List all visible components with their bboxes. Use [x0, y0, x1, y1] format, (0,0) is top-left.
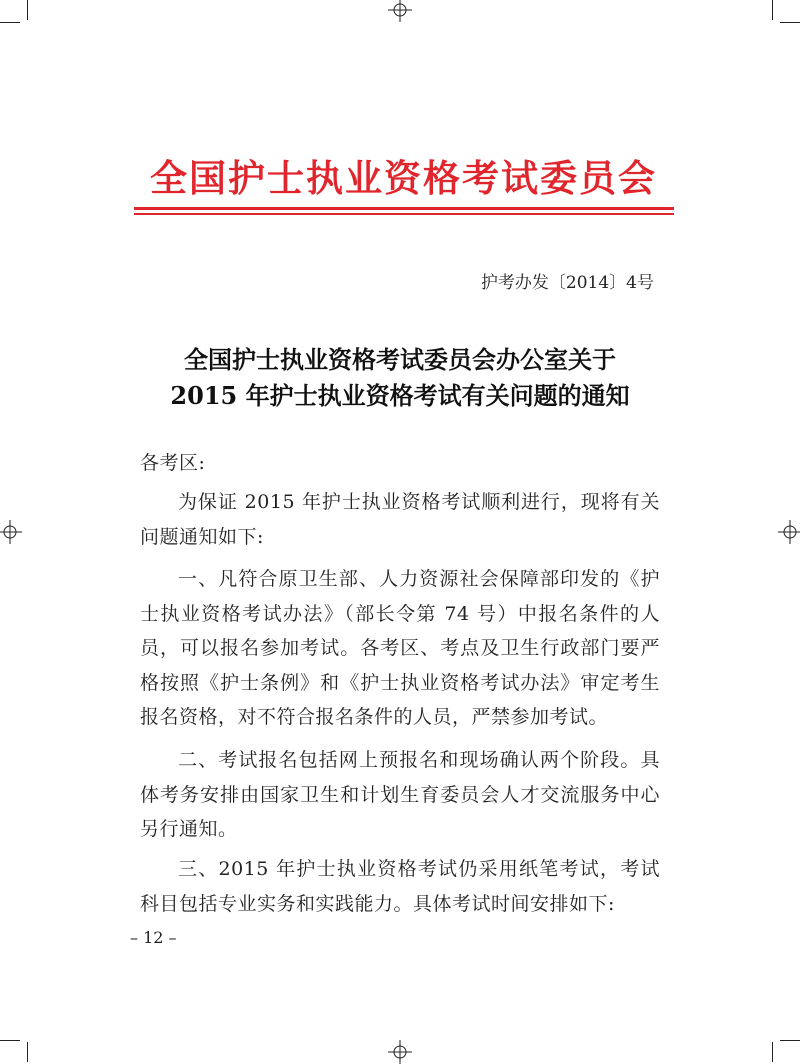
issuing-organization-header: 全国护士执业资格考试委员会	[150, 156, 657, 200]
document-title-line-1: 全国护士执业资格考试委员会办公室关于	[184, 345, 616, 374]
paragraph-item-1: 一、凡符合原卫生部、人力资源社会保障部印发的《护士执业资格考试办法》（部长令第 74 号）中报名条件的人员，可以报名参加考试。各考区、考点及卫生行政部门要严格按照《护士条例》和《护士执业资格考试办法》审定考生报名资格，对不符合报名条件的人员，严禁参加考试。	[140, 568, 660, 728]
paragraph-item-2: 二、考试报名包括网上预报名和现场确认两个阶段。具体考务安排由国家卫生和计划生育委员会人才交流服务中心另行通知。	[140, 749, 660, 840]
registration-mark-top	[388, 0, 412, 22]
page-number: – 12 –	[130, 928, 177, 947]
paragraph-item-3: 三、2015 年护士执业资格考试仍采用纸笔考试，考试科目包括专业实务和实践能力。具体考试时间安排如下:	[140, 858, 660, 915]
registration-mark-left	[0, 520, 22, 544]
document-title-line-2: 2015 年护士执业资格考试有关问题的通知	[170, 381, 630, 410]
document-number: 护考办发〔2014〕4号	[480, 273, 654, 293]
registration-mark-bottom	[388, 1040, 412, 1064]
salutation: 各考区:	[140, 452, 206, 474]
registration-mark-right	[778, 520, 800, 544]
paragraph-intro: 为保证 2015 年护士执业资格考试顺利进行，现将有关问题通知如下:	[140, 491, 660, 548]
